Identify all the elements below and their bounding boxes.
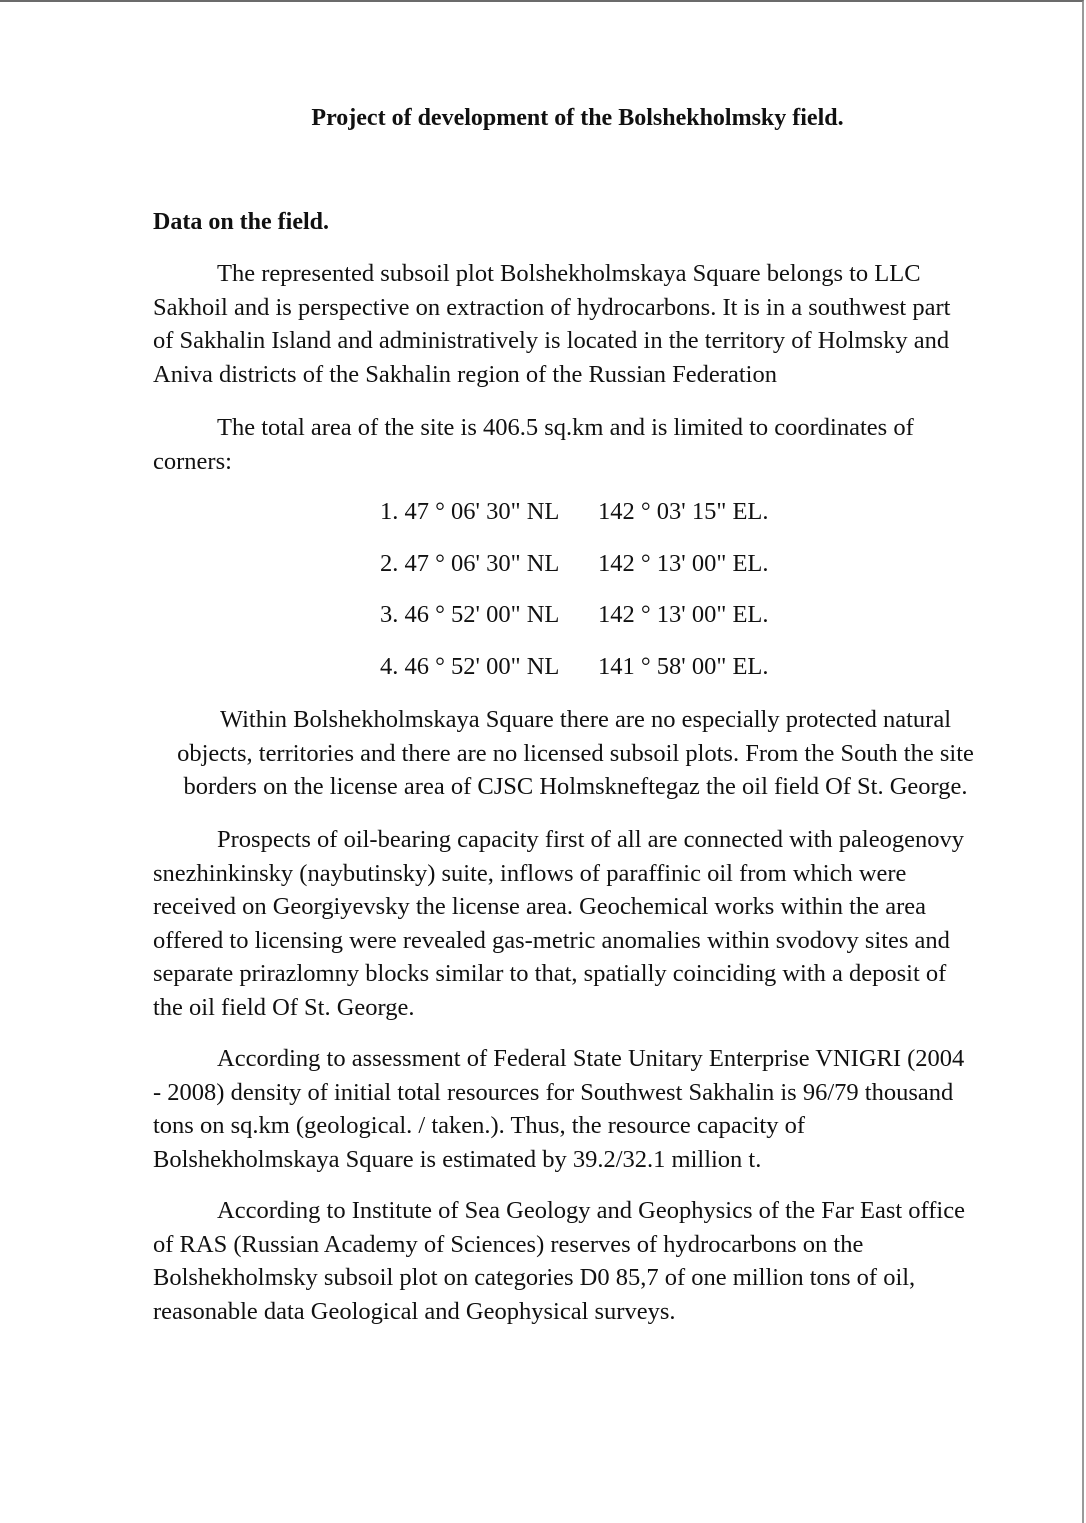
text-line: received on Georgiyevsky the license area. Geochemical works within the area — [153, 893, 927, 921]
section-heading: Data on the field. — [153, 209, 329, 235]
text-line: The total area of the site is 406.5 sq.km and is limited to coordinates of — [217, 414, 914, 441]
text-line: borders on the license area of CJSC Holmskneftegaz the oil field Of St. George. — [183, 773, 968, 801]
text-line: Within Bolshekholmskaya Square there are no especially protected natural — [219, 706, 952, 733]
coordinate-latitude: 3. 46 ° 52' 00" NL — [380, 601, 560, 629]
coordinate-longitude: 142 ° 13' 00" EL. — [598, 601, 769, 629]
text-line: Bolshekholmsky subsoil plot on categories D0 85,7 of one million tons of oil, — [153, 1264, 916, 1292]
text-line: reasonable data Geological and Geophysical surveys. — [153, 1297, 676, 1325]
text-line: objects, territories and there are no licensed subsoil plots. From the South the site — [177, 739, 974, 767]
coordinate-longitude: 142 ° 13' 00" EL. — [598, 549, 769, 577]
text-line: separate prirazlomny blocks similar to that, spatially coinciding with a deposit of — [153, 960, 947, 988]
coordinate-longitude: 141 ° 58' 00" EL. — [598, 653, 769, 681]
text-line: of RAS (Russian Academy of Sciences) reserves of hydrocarbons on the — [153, 1230, 864, 1258]
text-line: snezhinkinsky (naybutinsky) suite, inflows of paraffinic oil from which were — [153, 859, 907, 887]
text-line: of Sakhalin Island and administratively is located in the territory of Holmsky and — [153, 327, 950, 355]
text-line: Aniva districts of the Sakhalin region of the Russian Federation — [153, 360, 777, 388]
text-line: offered to licensing were revealed gas-metric anomalies within svodovy sites and — [153, 926, 950, 954]
paragraph-resource-assessment — [153, 1042, 998, 1176]
text-line: The represented subsoil plot Bolshekholmskaya Square belongs to LLC — [217, 260, 921, 287]
text-line: According to assessment of Federal State Unitary Enterprise VNIGRI (2004 — [217, 1045, 965, 1072]
text-line: tons on sq.km (geological. / taken.). Thus, the resource capacity of — [153, 1112, 806, 1140]
text-line: - 2008) density of initial total resources for Southwest Sakhalin is 96/79 thousand — [153, 1078, 954, 1106]
text-line: Prospects of oil-bearing capacity first of all are connected with paleogenovy — [217, 826, 964, 853]
coordinate-latitude: 2. 47 ° 06' 30" NL — [380, 549, 560, 577]
coordinate-longitude: 142 ° 03' 15" EL. — [598, 498, 769, 525]
text-line: According to Institute of Sea Geology and Geophysics of the Far East office — [217, 1197, 965, 1224]
text-line: corners: — [153, 447, 232, 475]
text-line: Bolshekholmskaya Square is estimated by 39.2/32.1 million t. — [153, 1145, 762, 1173]
paragraph-reserves — [153, 1194, 998, 1328]
paragraph-ownership — [153, 257, 998, 391]
coordinate-latitude: 4. 46 ° 52' 00" NL — [380, 653, 560, 681]
paragraph-prospects — [153, 823, 998, 1025]
text-line: the oil field Of St. George. — [153, 993, 415, 1021]
paragraph-protected-areas — [153, 703, 998, 804]
coordinate-latitude: 1. 47 ° 06' 30" NL — [380, 498, 560, 525]
paragraph-area — [153, 411, 998, 478]
document-title: Project of development of the Bolshekholmsky field. — [311, 105, 844, 131]
text-line: Sakhoil and is perspective on extraction of hydrocarbons. It is in a southwest part — [153, 293, 951, 321]
